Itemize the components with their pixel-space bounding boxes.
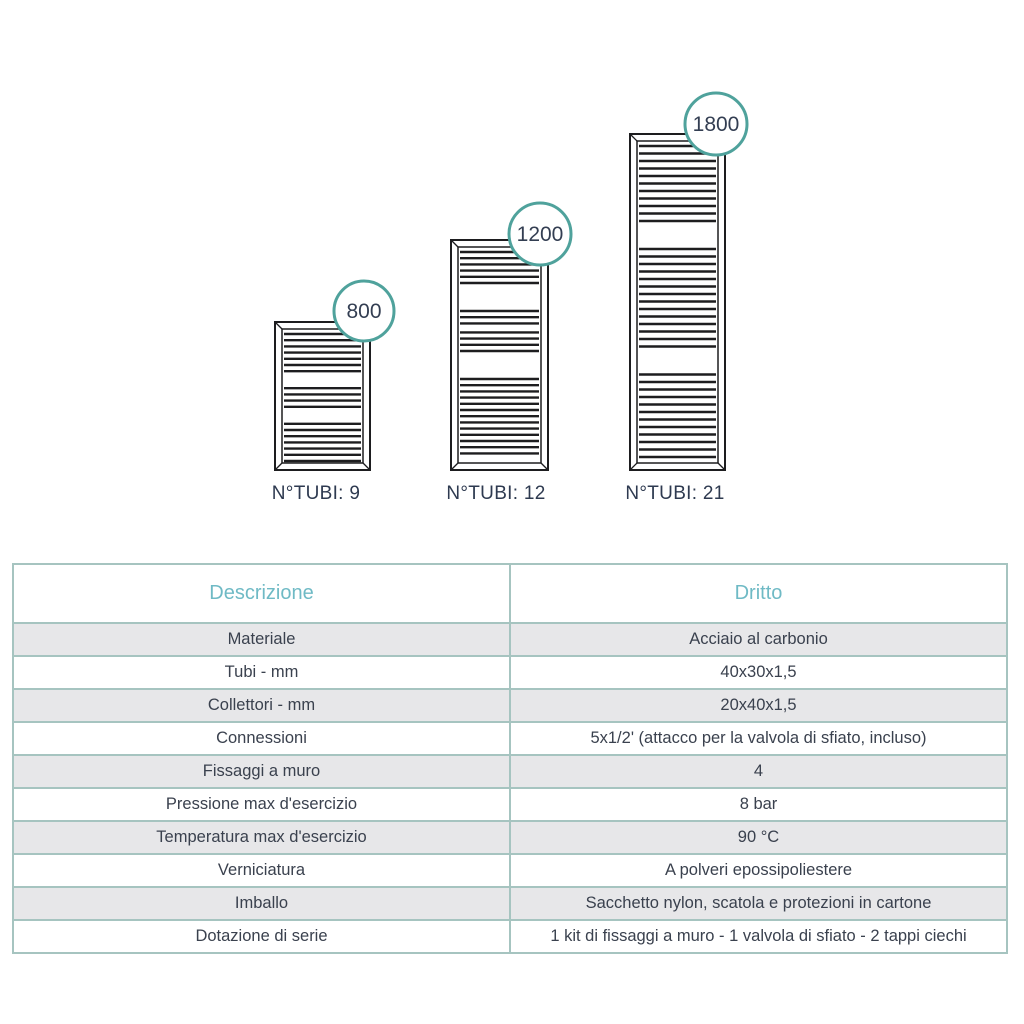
spec-value: 90 °C: [509, 822, 1006, 853]
spec-value: 40x30x1,5: [509, 657, 1006, 688]
column-header-descrizione: Descrizione: [209, 582, 314, 604]
spec-label: Collettori - mm: [207, 696, 316, 714]
spec-table-body: [14, 622, 1006, 952]
column-header-dritto: Dritto: [509, 565, 1006, 622]
spec-label: Temperatura max d'esercizio: [156, 828, 367, 846]
spec-label: Tubi - mm: [224, 663, 299, 681]
tubes-count-label: N°TUBI: 12: [446, 483, 546, 504]
spec-label: Dotazione di serie: [195, 927, 328, 945]
spec-label: Connessioni: [216, 729, 307, 747]
spec-table-header: [14, 565, 1006, 622]
spec-value: 20x40x1,5: [509, 690, 1006, 721]
table-row: [14, 853, 1006, 886]
tubes-count-label: N°TUBI: 21: [625, 483, 725, 504]
table-row: [14, 721, 1006, 754]
spec-value: Sacchetto nylon, scatola e protezioni in cartone: [509, 888, 1006, 919]
height-badge-label: 1800: [692, 113, 740, 136]
spec-table: [12, 563, 1008, 954]
spec-value: Acciaio al carbonio: [509, 624, 1006, 655]
table-row: [14, 655, 1006, 688]
table-row: [14, 688, 1006, 721]
table-row: [14, 622, 1006, 655]
spec-label: Fissaggi a muro: [202, 762, 321, 780]
spec-value: 8 bar: [509, 789, 1006, 820]
table-row: [14, 919, 1006, 952]
spec-label: Verniciatura: [217, 861, 306, 879]
spec-label: Materiale: [227, 630, 296, 648]
height-badge-label: 1200: [516, 223, 564, 246]
spec-value: 1 kit di fissaggi a muro - 1 valvola di sfiato - 2 tappi ciechi: [509, 921, 1006, 952]
height-badge-label: 800: [346, 300, 382, 323]
table-row: [14, 886, 1006, 919]
table-row: [14, 754, 1006, 787]
height-badge-800: [334, 281, 394, 341]
spec-value: 5x1/2' (attacco per la valvola di sfiato, incluso): [509, 723, 1006, 754]
tubes-count-label: N°TUBI: 9: [271, 483, 361, 504]
height-badge-1200: [509, 203, 571, 265]
spec-label: Pressione max d'esercizio: [165, 795, 358, 813]
spec-value: A polveri epossipoliestere: [509, 855, 1006, 886]
table-row: [14, 820, 1006, 853]
height-badge-1800: [685, 93, 747, 155]
spec-label: Imballo: [234, 894, 289, 912]
table-row: [14, 787, 1006, 820]
spec-value: 4: [509, 756, 1006, 787]
